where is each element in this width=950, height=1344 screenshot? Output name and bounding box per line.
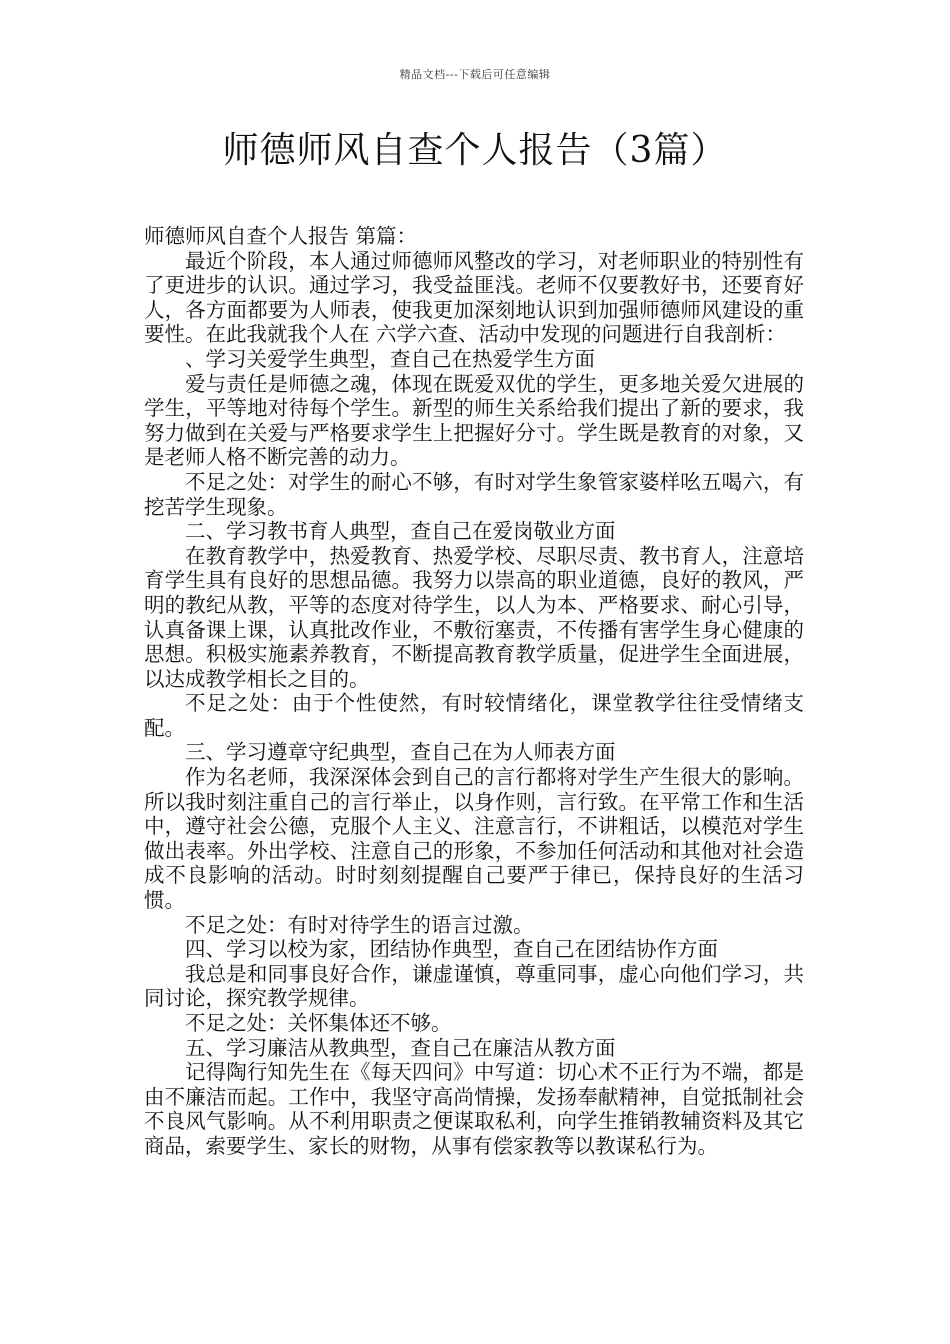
paragraph: 记得陶行知先生在《每天四问》中写道：切心术不正行为不端，都是由不廉洁而起。工作中，我坚守高尚情操，发扬奉献精神，自觉抵制社会不良风气影响。从不利用职责之便谋取私利，向学生推销教辅资料及其它商品，索要学生、家长的财物，从事有偿家教等以教谋私行为。	[144, 1060, 804, 1158]
paragraph: 不足之处：对学生的耐心不够，有时对学生象管家婆样吆五喝六，有挖苦学生现象。	[144, 469, 804, 519]
paragraph: 师德师风自查个人报告 第篇：	[144, 224, 418, 248]
paragraph: 作为名老师，我深深体会到自己的言行都将对学生产生很大的影响。所以我时刻注重自己的言行举止，以身作则，言行致。在平常工作和生活中，遵守社会公德，克服个人主义、注意言行，不讲粗话，以模范对学生做出表率。外出学校、注意自己的形象，不参加任何活动和其他对社会造成不良影响的活动。时时刻刻提醒自己要严于律已，保持良好的生活习惯。	[144, 765, 804, 913]
paragraph: 爱与责任是师德之魂，体现在既爱双优的学生，更多地关爱欠进展的学生，平等地对待每个学生。新型的师生关系给我们提出了新的要求，我努力做到在关爱与严格要求学生上把握好分寸。学生既是教育的对象，又是老师人格不断完善的动力。	[144, 371, 804, 470]
paragraph: 不足之处：关怀集体还不够。	[185, 1011, 452, 1035]
section-heading: 三、学习遵章守纪典型，查自己在为人师表方面	[185, 740, 616, 765]
document-title: 师德师风自查个人报告（3篇）	[222, 130, 728, 171]
paragraph: 我总是和同事良好合作，谦虚谨慎，尊重同事，虚心向他们学习，共同讨论，探究教学规律。	[144, 961, 804, 1011]
paragraph: 最近个阶段，本人通过师德师风整改的学习，对老师职业的特别性有了更进步的认识。通过学习，我受益匪浅。老师不仅要教好书，还要育好人，各方面都要为人师表，使我更加深刻地认识到加强师德师风建设的重要性。在此我就我个人在 六学六查、活动中发现的问题进行自我剖析：	[144, 248, 804, 347]
section-heading: 二、学习教书育人典型，查自己在爱岗敬业方面	[185, 519, 616, 544]
section-heading: 四、学习以校为家，团结协作典型，查自己在团结协作方面	[185, 937, 718, 962]
paragraph: 不足之处：有时对待学生的语言过激。	[185, 912, 534, 937]
paragraph: 在教育教学中，热爱教育、热爱学校、尽职尽责、教书育人，注意培育学生具有良好的思想品德。我努力以崇高的职业道德，良好的教风，严明的教纪从教，平等的态度对待学生，以人为本、严格要求、耐心引导，认真备课上课，认真批改作业，不敷衍塞责，不传播有害学生身心健康的思想。积极实施素养教育，不断提高教育教学质量，促进学生全面进展，以达成教学相长之目的。	[144, 543, 804, 691]
section-heading: 五、学习廉洁从教典型，查自己在廉洁从教方面	[185, 1035, 616, 1060]
document-body	[144, 224, 804, 1159]
paragraph: 不足之处：由于个性使然，有时较情绪化，课堂教学往往受情绪支配。	[144, 691, 804, 740]
header-note: 精品文档---下载后可任意编辑	[399, 68, 551, 81]
section-heading: 、学习关爱学生典型，查自己在热爱学生方面	[185, 346, 595, 371]
